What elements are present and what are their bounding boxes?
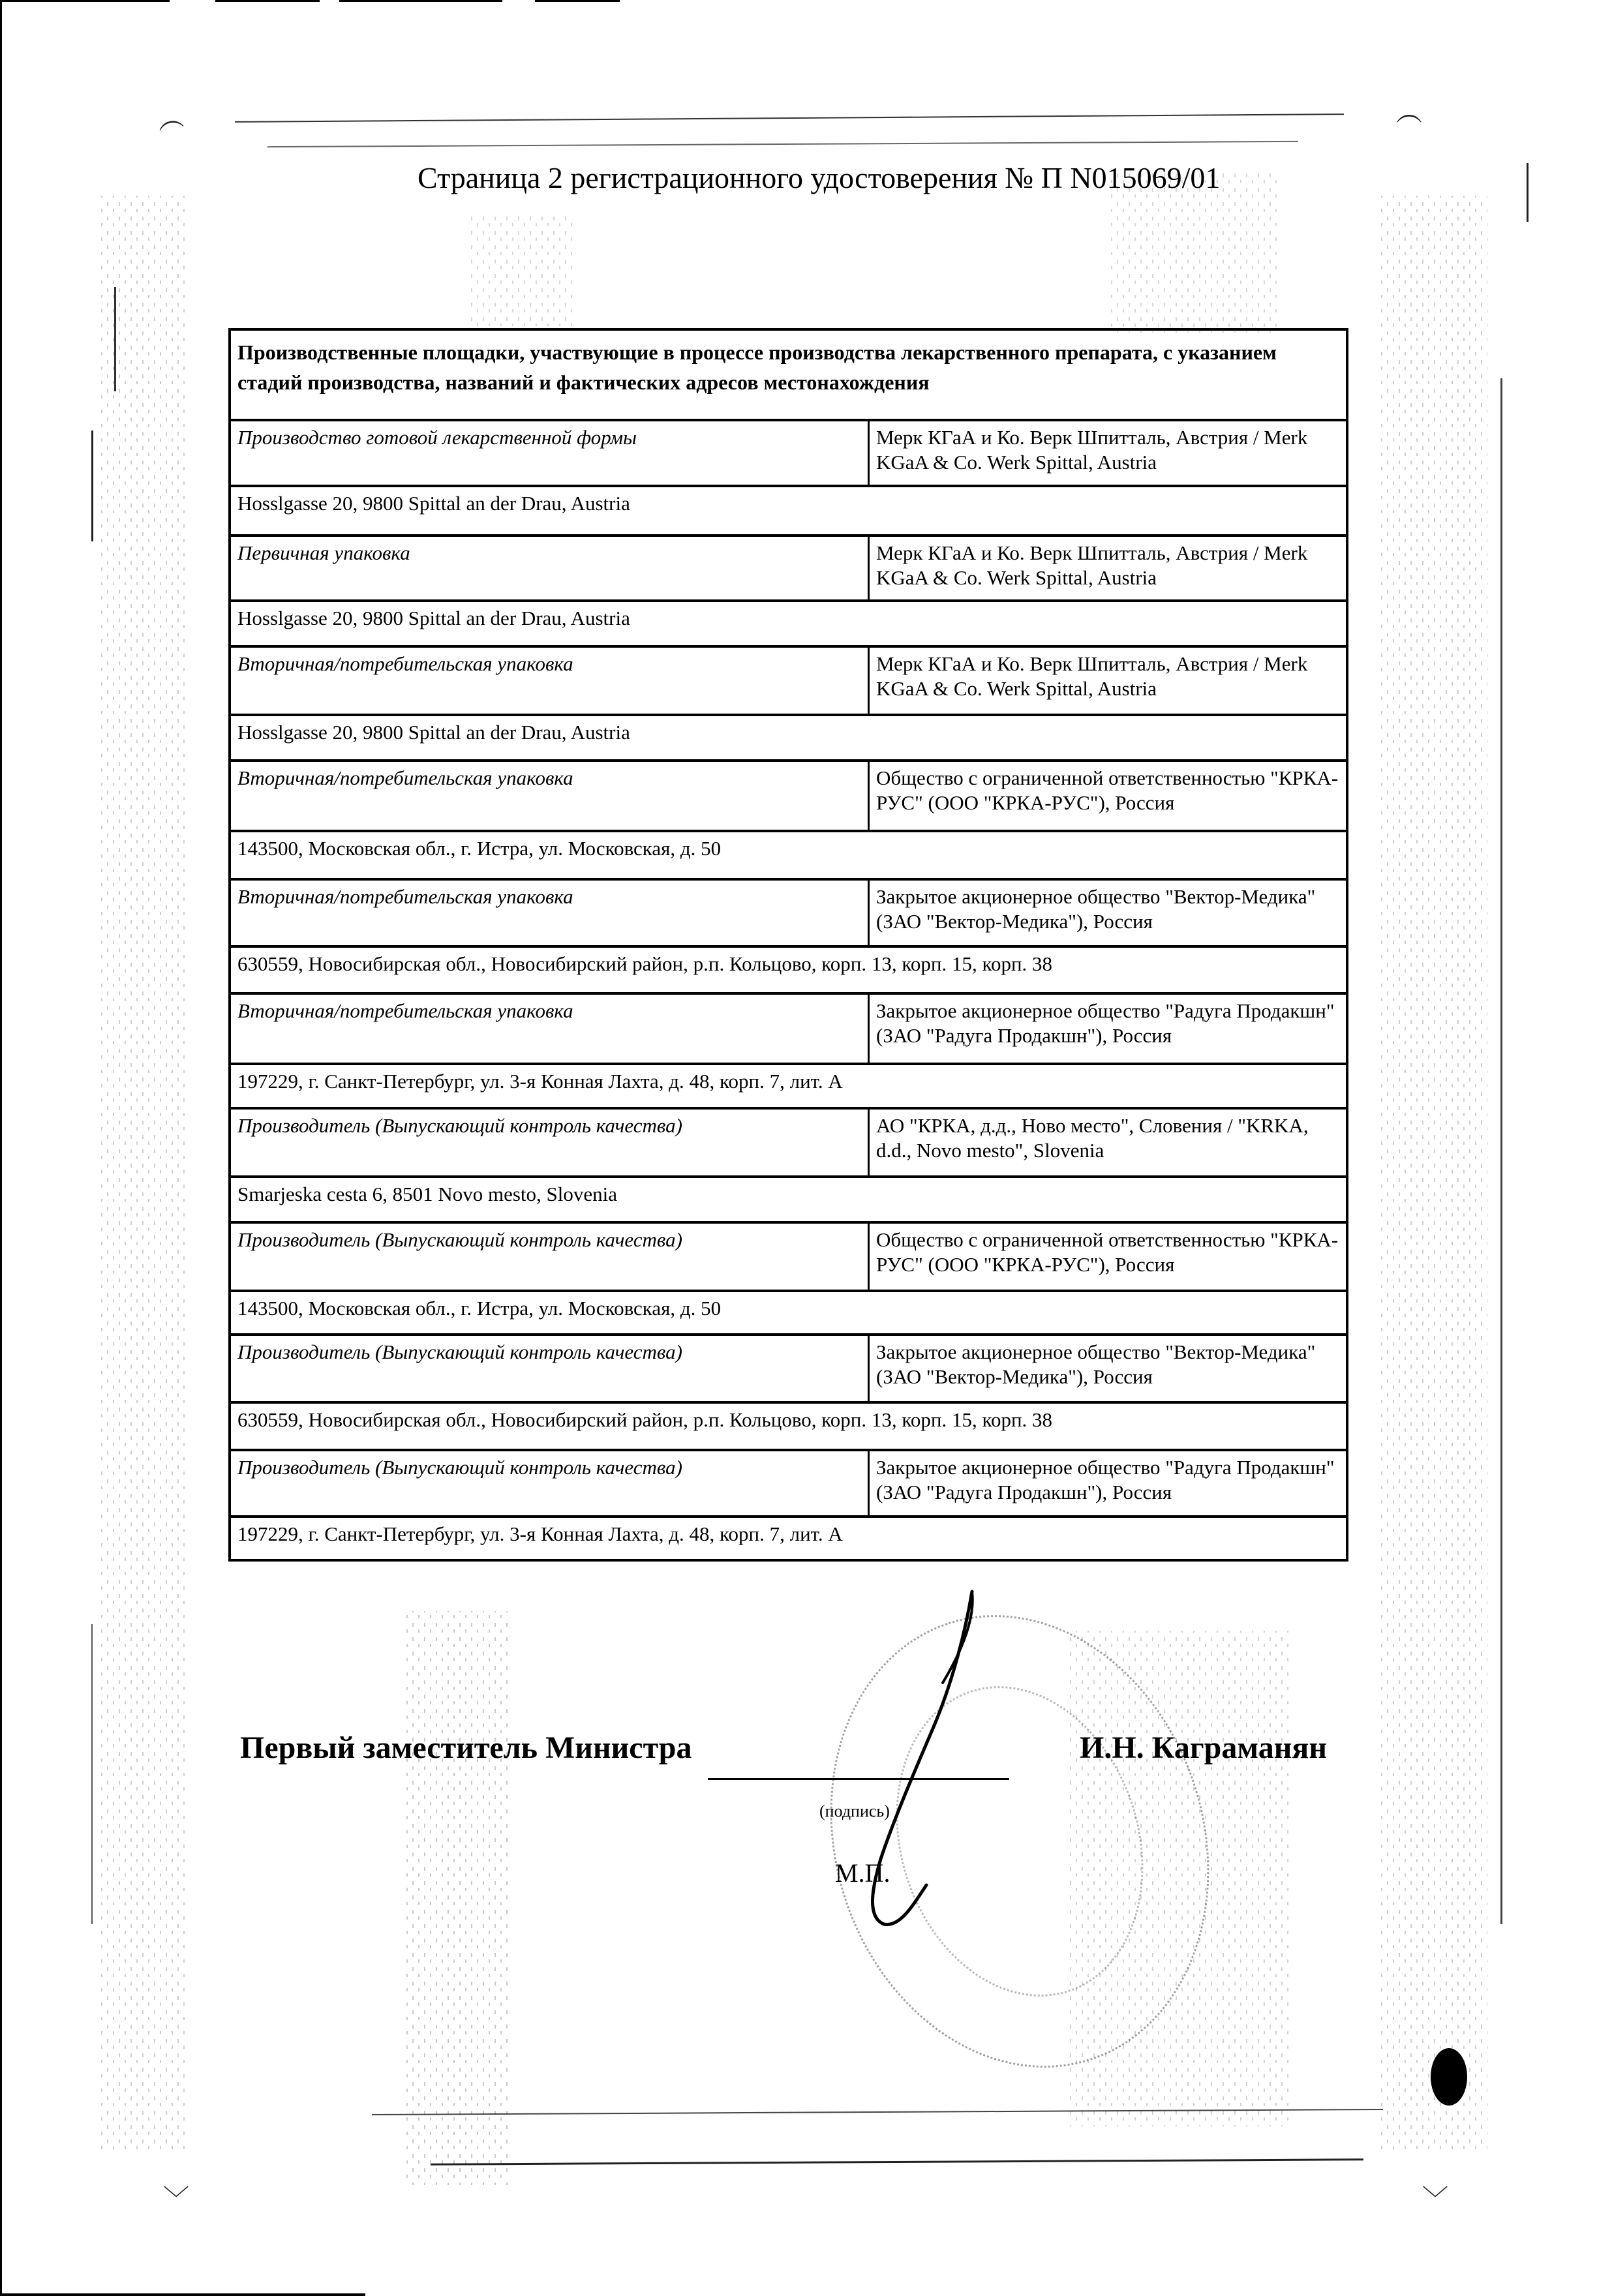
organization-cell: АО "КРКА, д.д., Ново место", Словения / "KRKA, d.d., Novo mesto", Slovenia <box>868 1110 1346 1175</box>
stage-cell: Производитель (Выпускающий контроль качества) <box>237 1340 682 1363</box>
address-cell: Hosslgasse 20, 9800 Spittal an der Drau, Austria <box>237 492 630 515</box>
punch-hole-mark <box>1431 2048 1467 2106</box>
signatory-position: Первый заместитель Министра <box>240 1730 692 1765</box>
stage-cell: Производитель (Выпускающий контроль качества) <box>237 1114 682 1137</box>
table-row <box>231 645 1346 714</box>
table-row <box>231 1221 1346 1290</box>
table-row <box>231 945 1346 992</box>
address-cell: Smarjeska cesta 6, 8501 Novo mesto, Slovenia <box>237 1183 618 1205</box>
organization-cell: Общество с ограниченной ответственностью "КРКА-РУС" (ООО "КРКА-РУС"), Россия <box>868 762 1346 830</box>
stage-cell: Вторичная/потребительская упаковка <box>237 885 573 908</box>
signature-caption: (подпись) <box>819 1802 890 1820</box>
ornament-mark: ﹀ <box>1422 2184 1448 2214</box>
table-row <box>231 992 1346 1063</box>
organization-cell: Мерк КГаА и Ко. Верк Шпитталь, Австрия / Merk KGaA & Co. Werk Spittal, Austria <box>868 648 1346 714</box>
organization-cell: Закрытое акционерное общество "Радуга Продакшн" (ЗАО "Радуга Продакшн"), Россия <box>868 995 1346 1063</box>
table-row <box>231 1515 1346 1559</box>
table-row <box>231 599 1346 645</box>
address-cell: Hosslgasse 20, 9800 Spittal an der Drau, Austria <box>237 721 630 744</box>
address-cell: 197229, г. Санкт-Петербург, ул. 3-я Конная Лахта, д. 48, корп. 7, лит. А <box>237 1070 843 1093</box>
organization-cell: Закрытое акционерное общество "Вектор-Медика" (ЗАО "Вектор-Медика"), Россия <box>868 881 1346 945</box>
stamp-place-label: М.П. <box>835 1858 890 1888</box>
organization-cell: Закрытое акционерное общество "Вектор-Медика" (ЗАО "Вектор-Медика"), Россия <box>868 1336 1346 1401</box>
stage-cell: Производитель (Выпускающий контроль качества) <box>237 1456 682 1479</box>
address-cell: 197229, г. Санкт-Петербург, ул. 3-я Конная Лахта, д. 48, корп. 7, лит. А <box>237 1522 843 1545</box>
table-row <box>231 1107 1346 1175</box>
stage-cell: Вторичная/потребительская упаковка <box>237 652 573 675</box>
organization-cell: Закрытое акционерное общество "Радуга Продакшн" (ЗАО "Радуга Продакшн"), Россия <box>868 1451 1346 1515</box>
table-row <box>231 1063 1346 1107</box>
table-row <box>231 534 1346 599</box>
table-row <box>231 759 1346 830</box>
table-header-row <box>231 331 1346 419</box>
table-row <box>231 1290 1346 1333</box>
stage-cell: Производство готовой лекарственной формы <box>237 426 637 449</box>
signature-line <box>708 1778 1009 1780</box>
address-cell: 143500, Московская обл., г. Истра, ул. Московская, д. 50 <box>237 837 722 860</box>
address-cell: 143500, Московская обл., г. Истра, ул. Московская, д. 50 <box>237 1297 722 1320</box>
stage-cell: Производитель (Выпускающий контроль качества) <box>237 1228 682 1251</box>
handwritten-signature <box>822 1578 1057 1944</box>
address-cell: Hosslgasse 20, 9800 Spittal an der Drau, Austria <box>237 607 630 629</box>
ornament-mark: ︵ <box>1396 97 1422 127</box>
table-row <box>231 419 1346 485</box>
table-row <box>231 1449 1346 1515</box>
address-cell: 630559, Новосибирская обл., Новосибирский район, р.п. Кольцово, корп. 13, корп. 15, корп. 38 <box>237 1408 1053 1431</box>
stage-cell: Первичная упаковка <box>237 541 410 564</box>
stage-cell: Вторичная/потребительская упаковка <box>237 766 573 789</box>
table-row <box>231 1333 1346 1401</box>
table-row <box>231 830 1346 878</box>
ornament-mark: ︵ <box>154 101 186 136</box>
table-row <box>231 1175 1346 1221</box>
organization-cell: Мерк КГаА и Ко. Верк Шпитталь, Австрия / Merk KGaA & Co. Werk Spittal, Austria <box>868 537 1346 599</box>
stage-cell: Вторичная/потребительская упаковка <box>237 999 573 1022</box>
ornament-mark: ﹀ <box>163 2184 189 2214</box>
table-row <box>231 485 1346 534</box>
table-header: Производственные площадки, участвующие в процессе производства лекарственного препарата, с указанием стадий производства, названий и фактических адресов местонахождения <box>237 340 1277 394</box>
organization-cell: Мерк КГаА и Ко. Верк Шпитталь, Австрия / Merk KGaA & Co. Werk Spittal, Austria <box>868 421 1346 485</box>
address-cell: 630559, Новосибирская обл., Новосибирский район, р.п. Кольцово, корп. 13, корп. 15, корп. 38 <box>237 952 1053 975</box>
signatory-name: И.Н. Каграманян <box>1080 1730 1327 1765</box>
organization-cell: Общество с ограниченной ответственностью "КРКА-РУС" (ООО "КРКА-РУС"), Россия <box>868 1224 1346 1290</box>
page-title: Страница 2 регистрационного удостоверения № П N015069/01 <box>418 161 1221 194</box>
table-row <box>231 878 1346 945</box>
table-row <box>231 714 1346 759</box>
production-sites-table <box>228 328 1348 1562</box>
table-row <box>231 1401 1346 1449</box>
